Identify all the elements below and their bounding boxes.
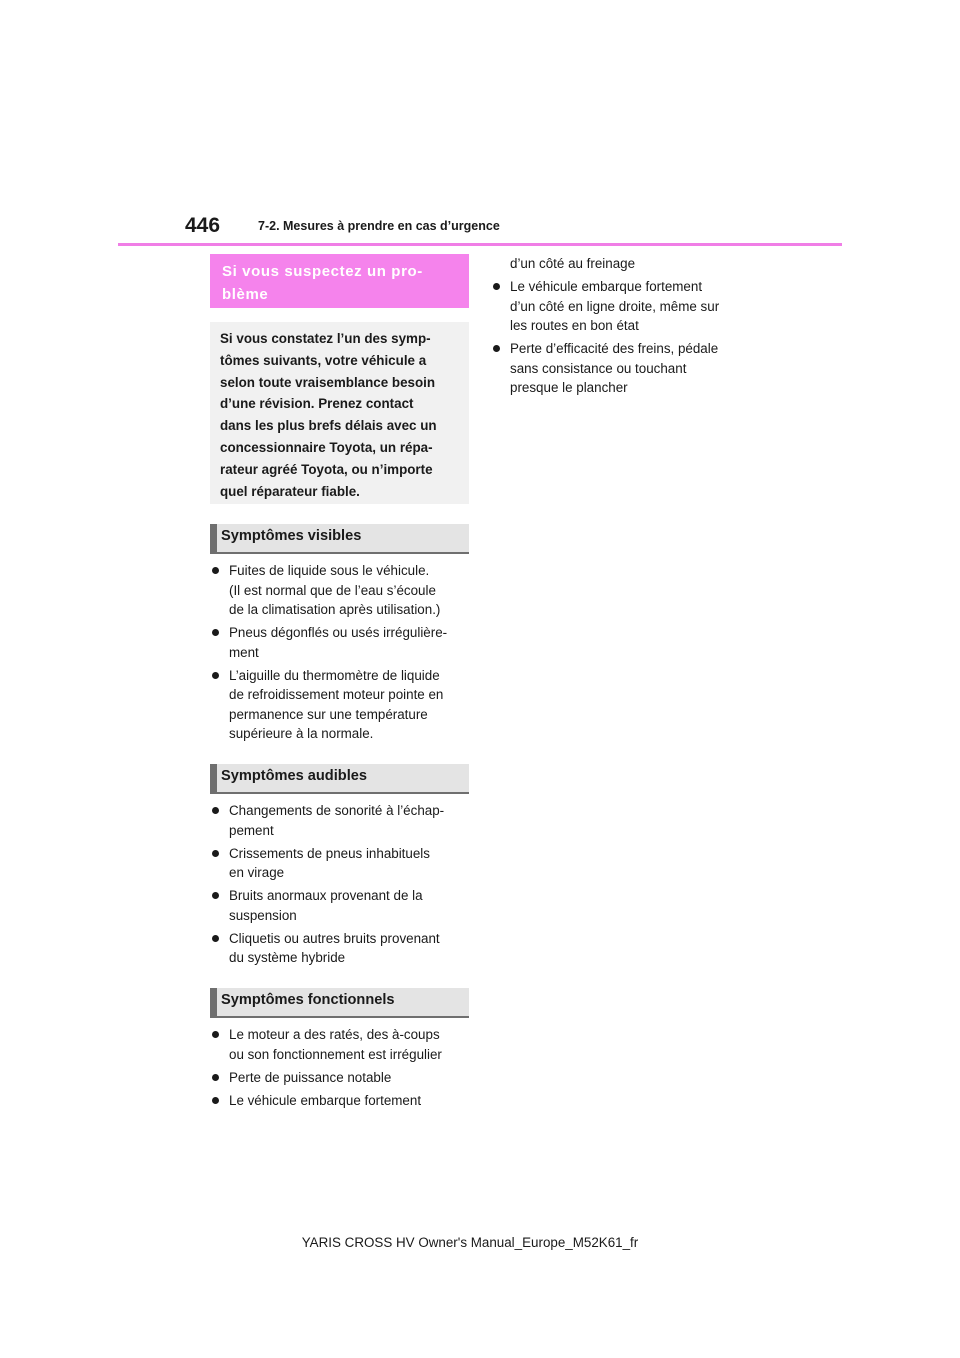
list-item: [211, 623, 473, 662]
list-item-line: Fuites de liquide sous le véhicule.: [229, 563, 430, 578]
section-heading-box: [210, 254, 469, 308]
list-item: [211, 1091, 473, 1111]
list-item-line: en virage: [229, 865, 285, 880]
page-number: 446: [185, 214, 221, 237]
list-item: [211, 666, 473, 744]
list-item: [211, 1068, 473, 1088]
list-item-line: L’aiguille du thermomètre de liquide: [229, 667, 440, 683]
list-item-line: Le véhicule embarque fortement: [510, 279, 703, 294]
list-item-line: supérieure à la normale.: [229, 726, 374, 741]
subheading-audible: Symptômes audibles: [210, 764, 469, 794]
list-item-line: sans consistance ou touchant: [510, 360, 687, 376]
header-rule: [118, 243, 842, 246]
list-item: [211, 886, 473, 925]
intro-box: [210, 322, 469, 504]
list-item-line: Crissements de pneus inhabituels: [229, 845, 430, 861]
list-item-line: Perte de puissance notable: [229, 1069, 392, 1085]
list-item-line: ou son fonctionnement est irrégulier: [229, 1046, 442, 1062]
footer-text: YARIS CROSS HV Owner's Manual_Europe_M52K61_fr: [301, 1235, 639, 1250]
intro-line: concessionnaire Toyota, un répa-: [220, 439, 433, 455]
intro-line: d’une révision. Prenez contact: [220, 396, 414, 412]
section-title: 7-2. Mesures à prendre en cas d’urgence: [258, 219, 500, 233]
list-item-line: de la climatisation après utilisation.): [229, 602, 441, 617]
list-visible: [211, 561, 473, 747]
list-item-continuation: [492, 254, 762, 274]
intro-line: quel réparateur fiable.: [220, 483, 360, 499]
list-item-line: Le moteur a des ratés, des à-coups: [229, 1027, 440, 1042]
list-item-line: Le véhicule embarque fortement: [229, 1092, 422, 1108]
footer: [0, 1235, 960, 1250]
list-item: [211, 561, 473, 620]
list-item-line: de refroidissement moteur pointe en: [229, 687, 444, 702]
list-item: [492, 339, 762, 398]
list-item-line: pement: [229, 822, 274, 838]
list-item-line: d’un côté au freinage: [510, 256, 636, 271]
list-item-line: Pneus dégonflés ou usés irrégulière-: [229, 625, 448, 640]
list-item-line: Bruits anormaux provenant de la: [229, 888, 423, 903]
list-item-line: d’un côté en ligne droite, même sur: [510, 298, 720, 314]
intro-line: dans les plus brefs délais avec un: [220, 418, 437, 434]
subheading-functional: Symptômes fonctionnels: [210, 988, 469, 1018]
section-heading-line: Si vous suspectez un pro-: [222, 263, 423, 280]
list-audible: [211, 801, 473, 971]
intro-line: Si vous constatez l’un des symp-: [220, 331, 431, 346]
list-item-line: les routes en bon état: [510, 318, 639, 333]
list-functional-continued: [492, 254, 762, 401]
list-item-line: permanence sur une température: [229, 706, 428, 722]
list-item-line: Perte d’efficacité des freins, pédale: [510, 341, 719, 356]
list-item-line: Cliquetis ou autres bruits provenant: [229, 930, 440, 946]
list-item-line: ment: [229, 644, 259, 660]
list-item: [211, 1025, 473, 1064]
list-item-line: suspension: [229, 907, 297, 923]
list-item-line: Changements de sonorité à l’échap-: [229, 803, 445, 818]
list-item: [211, 801, 473, 840]
list-functional: [211, 1025, 473, 1114]
intro-line: rateur agréé Toyota, ou n’importe: [220, 461, 433, 477]
section-heading-line: blème: [222, 286, 269, 303]
list-item: [211, 929, 473, 968]
list-item-line: du système hybride: [229, 950, 346, 965]
intro-line: tômes suivants, votre véhicule a: [220, 352, 427, 368]
list-item: [492, 277, 762, 336]
intro-line: selon toute vraisemblance besoin: [220, 374, 436, 390]
list-item-line: (Il est normal que de l’eau s’écoule: [229, 582, 436, 598]
list-item: [211, 844, 473, 883]
subheading-visible: Symptômes visibles: [210, 524, 469, 554]
list-item-line: presque le plancher: [510, 380, 628, 395]
